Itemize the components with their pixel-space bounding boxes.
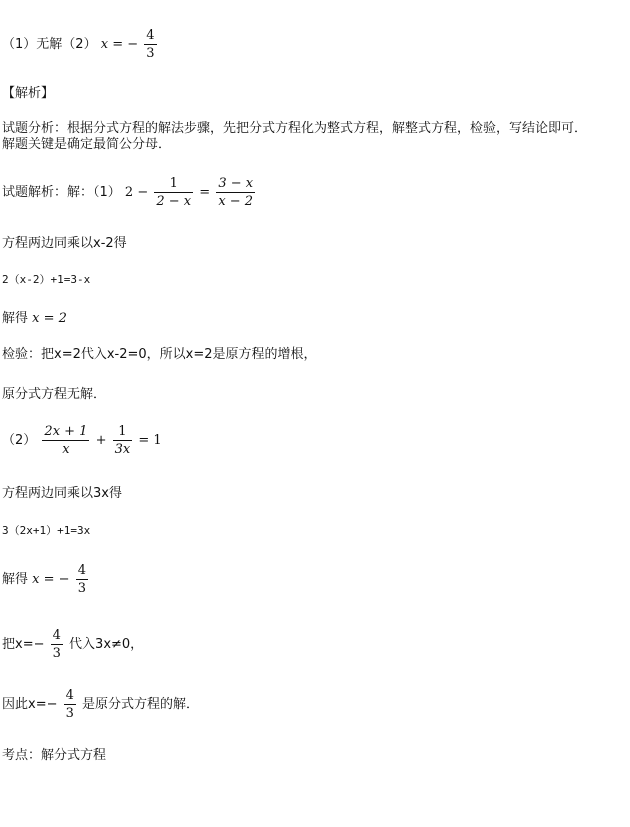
step-10-suffix: 是原分式方程的解．	[82, 697, 200, 712]
step-9-num: 4	[52, 628, 61, 643]
jiexi-header: 【解析】	[2, 86, 55, 101]
step-10	[2, 688, 199, 721]
step-8-fraction	[76, 563, 88, 596]
step-6: 方程两边同乘以3x得	[2, 486, 122, 501]
part2-frac2-num: 1	[113, 424, 133, 441]
solution-frac2	[216, 176, 255, 209]
answer-part1-text: 无解	[36, 37, 63, 52]
step-1: 方程两边同乘以x-2得	[2, 236, 127, 251]
analysis-line-2: 解题关键是确定最简公分母．	[2, 137, 172, 152]
part2-frac1-den: x	[62, 442, 70, 457]
solution-eq: =	[199, 185, 211, 200]
solution-intro	[2, 176, 257, 209]
step-8	[2, 563, 90, 596]
answer-frac-num: 4	[146, 28, 155, 43]
part2-frac1	[42, 424, 89, 457]
analysis-line-1: 试题分析：根据分式方程的解法步骤，先把分式方程化为整式方程，解整式方程，检验，写结论即可．	[2, 121, 588, 136]
solution-frac1-den: 2 − x	[156, 194, 192, 209]
solution-frac2-den: x − 2	[218, 194, 254, 209]
solution-prefix: 试题解析：解：（1）	[2, 185, 121, 200]
answer-part2-label: （2）	[62, 37, 97, 52]
step-3	[2, 311, 67, 327]
solution-frac1	[154, 176, 193, 209]
step-10-prefix: 因此x=−	[2, 697, 58, 712]
answer-eq-lhs: x	[100, 37, 109, 52]
step-8-num: 4	[77, 563, 86, 578]
solution-lhs-const: 2 −	[124, 185, 149, 200]
answer-fraction	[144, 28, 156, 61]
step-5: 原分式方程无解．	[2, 387, 107, 402]
part2-equation	[2, 424, 162, 457]
answer-eq-op: = −	[112, 37, 139, 52]
part2-label: （2）	[2, 433, 37, 448]
step-9-fraction	[51, 628, 63, 661]
solution-frac2-num: 3 − x	[218, 176, 254, 191]
step-8-op: = −	[43, 572, 70, 587]
step-10-fraction	[64, 688, 76, 721]
step-4: 检验：把x=2代入x-2=0，所以x=2是原方程的增根，	[2, 347, 317, 362]
part2-plus: +	[95, 433, 107, 448]
answer-part1-label: （1）	[2, 37, 37, 52]
solution-frac1-num: 1	[154, 176, 193, 193]
step-8-prefix: 解得	[2, 572, 29, 587]
part2-eq: = 1	[138, 433, 162, 448]
step-9-den: 3	[52, 646, 61, 661]
step-8-lhs: x	[32, 572, 40, 587]
answer-line	[2, 28, 159, 61]
answer-frac-den: 3	[146, 46, 155, 61]
kaodian: 考点：解分式方程	[2, 748, 107, 763]
step-9	[2, 628, 143, 661]
part2-frac2-den: 3x	[114, 442, 131, 457]
part2-frac2	[113, 424, 133, 457]
step-8-den: 3	[77, 581, 86, 596]
part2-frac1-num: 2x + 1	[44, 424, 88, 439]
step-2: 2（x-2）+1=3-x	[2, 273, 91, 286]
step-10-den: 3	[65, 706, 74, 721]
step-9-prefix: 把x=−	[2, 637, 45, 652]
step-10-num: 4	[65, 688, 74, 703]
step-3-expr: x = 2	[32, 311, 67, 326]
step-3-prefix: 解得	[2, 311, 29, 326]
step-9-suffix: 代入3x≠0，	[69, 637, 144, 652]
step-7: 3（2x+1）+1=3x	[2, 524, 91, 537]
